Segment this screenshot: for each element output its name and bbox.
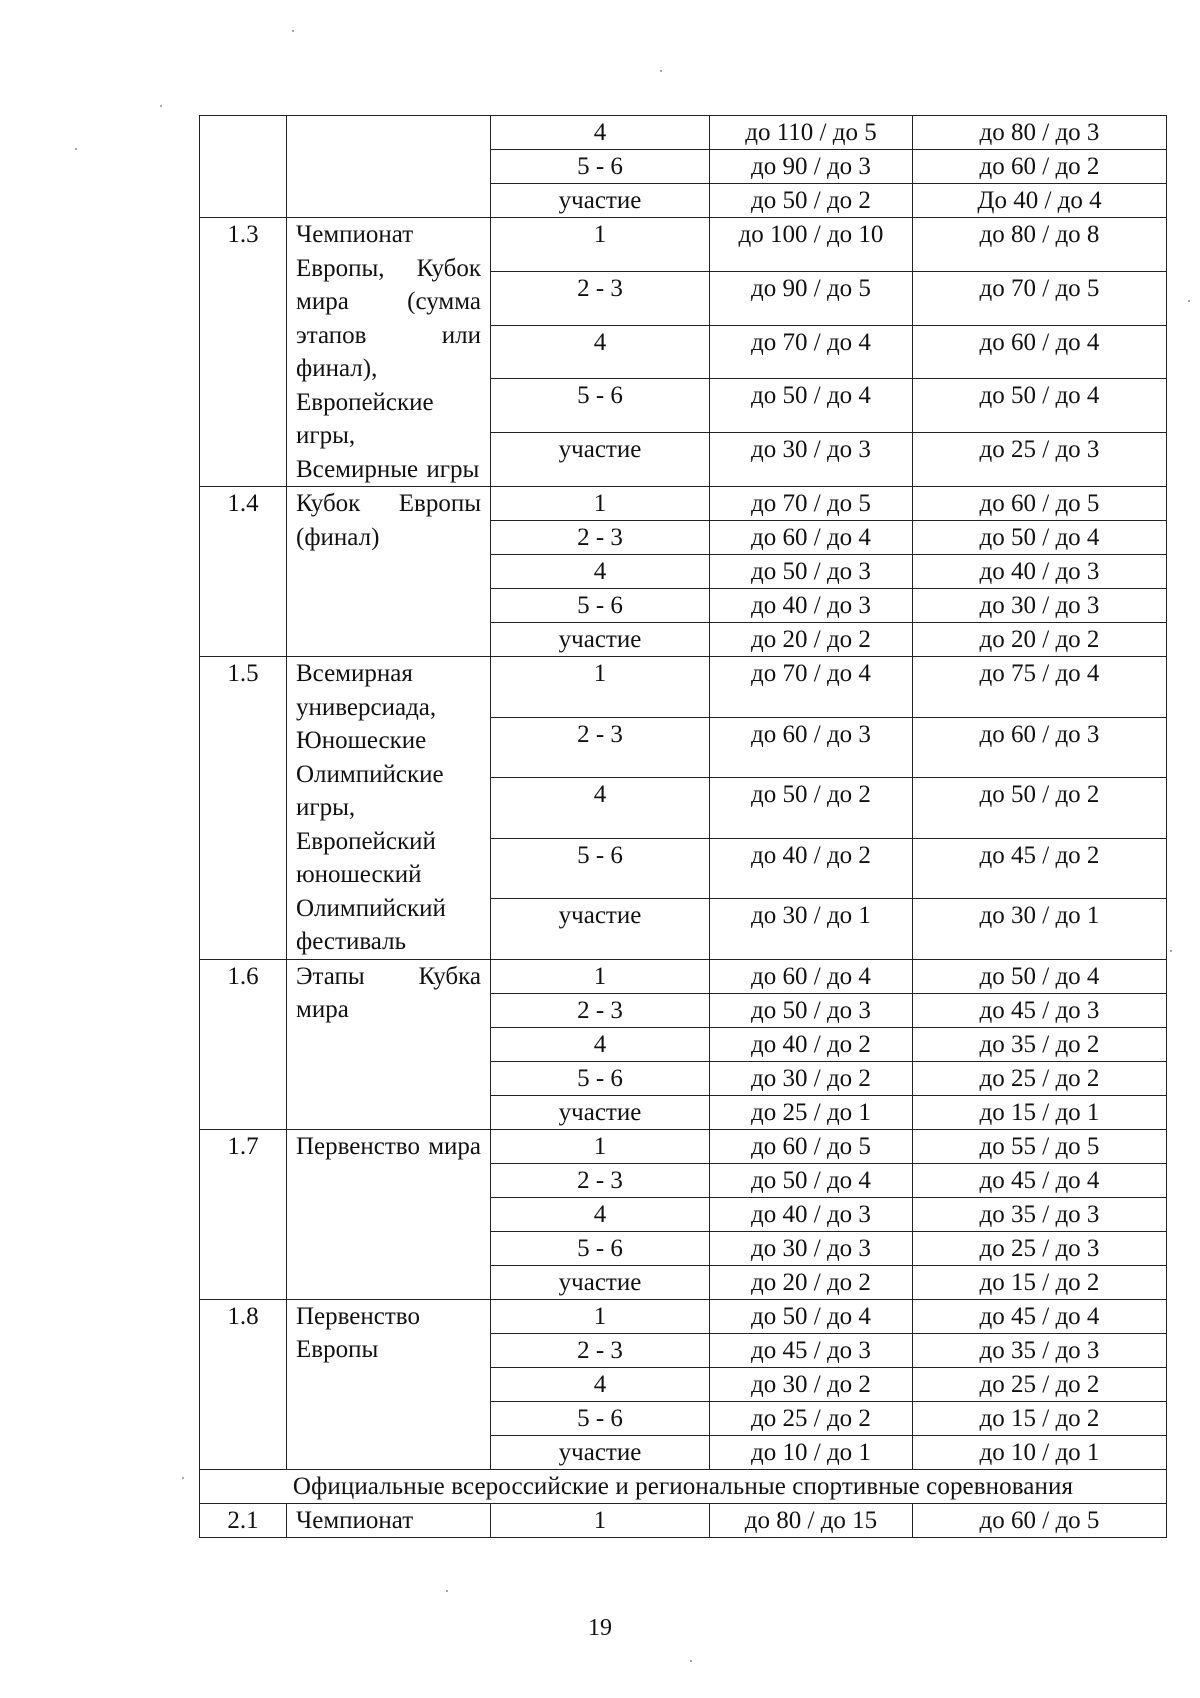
points-cell-1: до 40 / до 2 <box>710 1027 913 1061</box>
section-heading-row <box>200 1469 1167 1503</box>
points-cell-2: до 35 / до 2 <box>913 1027 1167 1061</box>
points-cell-1: до 60 / до 5 <box>710 1129 913 1163</box>
points-cell-1: до 30 / до 1 <box>710 899 913 960</box>
place-cell: 4 <box>491 325 710 379</box>
points-cell-2: до 25 / до 3 <box>913 433 1167 487</box>
points-cell-1: до 40 / до 2 <box>710 838 913 899</box>
points-cell-2: до 60 / до 3 <box>913 717 1167 778</box>
place-cell: 4 <box>491 555 710 589</box>
points-cell-1: до 40 / до 3 <box>710 589 913 623</box>
table-row <box>200 657 1167 718</box>
points-cell-2: до 40 / до 3 <box>913 555 1167 589</box>
points-cell-2: до 50 / до 4 <box>913 521 1167 555</box>
points-cell-1: до 10 / до 1 <box>710 1435 913 1469</box>
page-number: 19 <box>588 1615 612 1641</box>
points-cell-2: до 60 / до 4 <box>913 325 1167 379</box>
place-cell: 5 - 6 <box>491 1231 710 1265</box>
points-cell-2: до 80 / до 8 <box>913 218 1167 272</box>
points-cell-1: до 110 / до 5 <box>710 116 913 150</box>
points-cell-1: до 100 / до 10 <box>710 218 913 272</box>
place-cell: 5 - 6 <box>491 1061 710 1095</box>
points-cell-2: до 20 / до 2 <box>913 623 1167 657</box>
place-cell: 2 - 3 <box>491 521 710 555</box>
section-heading: Официальные всероссийские и региональные спортивные соревнования <box>200 1469 1167 1503</box>
place-cell: 1 <box>491 1299 710 1333</box>
place-cell: участие <box>491 433 710 487</box>
competition-name: Всемирная универсиада, Юношеские Олимпийские игры, Европейский юношеский Олимпийский фестиваль <box>287 657 491 960</box>
item-number: 1.4 <box>200 487 287 657</box>
scan-speck <box>660 70 662 72</box>
table-row <box>200 1129 1167 1163</box>
competition-name: Первенство мира <box>287 1129 491 1299</box>
points-cell-1: до 90 / до 3 <box>710 150 913 184</box>
points-cell-1: до 50 / до 4 <box>710 1299 913 1333</box>
table-row <box>200 487 1167 521</box>
points-cell-1: до 50 / до 4 <box>710 1163 913 1197</box>
points-cell-1: до 50 / до 2 <box>710 184 913 218</box>
place-cell: 5 - 6 <box>491 838 710 899</box>
points-cell-1: до 40 / до 3 <box>710 1197 913 1231</box>
item-number: 1.5 <box>200 657 287 960</box>
points-cell-2: до 25 / до 2 <box>913 1367 1167 1401</box>
points-cell-2: до 45 / до 3 <box>913 993 1167 1027</box>
table-row <box>200 116 1167 150</box>
competition-name: Первенство Европы <box>287 1299 491 1469</box>
scan-speck <box>75 148 77 150</box>
points-cell-2: до 15 / до 1 <box>913 1095 1167 1129</box>
points-cell-2: до 45 / до 4 <box>913 1163 1167 1197</box>
points-cell-2: до 35 / до 3 <box>913 1333 1167 1367</box>
points-cell-2: до 55 / до 5 <box>913 1129 1167 1163</box>
points-cell-2: до 10 / до 1 <box>913 1435 1167 1469</box>
place-cell: 2 - 3 <box>491 1163 710 1197</box>
points-cell-1: до 50 / до 3 <box>710 993 913 1027</box>
points-cell-2: до 25 / до 3 <box>913 1231 1167 1265</box>
points-cell-1: до 20 / до 2 <box>710 623 913 657</box>
points-cell-1: до 20 / до 2 <box>710 1265 913 1299</box>
scan-speck <box>690 1660 692 1662</box>
place-cell: 5 - 6 <box>491 150 710 184</box>
scan-speck <box>160 105 162 107</box>
item-number: 1.7 <box>200 1129 287 1299</box>
points-cell-1: до 60 / до 3 <box>710 717 913 778</box>
place-cell: участие <box>491 623 710 657</box>
place-cell: 4 <box>491 1197 710 1231</box>
points-cell-1: до 70 / до 4 <box>710 325 913 379</box>
points-cell-1: до 30 / до 2 <box>710 1367 913 1401</box>
scan-speck <box>446 1590 448 1592</box>
place-cell: 2 - 3 <box>491 271 710 325</box>
points-cell-2: до 70 / до 5 <box>913 271 1167 325</box>
scan-speck <box>1188 300 1190 302</box>
points-cell-2: до 60 / до 2 <box>913 150 1167 184</box>
place-cell: 2 - 3 <box>491 717 710 778</box>
points-cell-2: до 75 / до 4 <box>913 657 1167 718</box>
points-cell-1: до 30 / до 3 <box>710 433 913 487</box>
place-cell: 1 <box>491 1129 710 1163</box>
item-number <box>200 116 287 218</box>
scan-speck <box>182 1477 184 1479</box>
points-cell-1: до 25 / до 2 <box>710 1401 913 1435</box>
points-cell-1: до 60 / до 4 <box>710 521 913 555</box>
place-cell: 2 - 3 <box>491 993 710 1027</box>
points-cell-2: до 15 / до 2 <box>913 1401 1167 1435</box>
points-cell-2: до 30 / до 3 <box>913 589 1167 623</box>
points-cell-2: до 50 / до 4 <box>913 959 1167 993</box>
points-cell-1: до 50 / до 3 <box>710 555 913 589</box>
place-cell: 5 - 6 <box>491 589 710 623</box>
competition-name: Этапы Кубка мира <box>287 959 491 1129</box>
item-number: 1.8 <box>200 1299 287 1469</box>
points-cell-2: до 35 / до 3 <box>913 1197 1167 1231</box>
points-cell-1: до 30 / до 2 <box>710 1061 913 1095</box>
points-cell-2: до 45 / до 4 <box>913 1299 1167 1333</box>
points-cell-2: до 45 / до 2 <box>913 838 1167 899</box>
points-cell-2: до 50 / до 2 <box>913 778 1167 839</box>
points-cell-1: до 50 / до 4 <box>710 379 913 433</box>
place-cell: участие <box>491 899 710 960</box>
place-cell: 1 <box>491 657 710 718</box>
place-cell: 1 <box>491 959 710 993</box>
points-cell-2: до 80 / до 3 <box>913 116 1167 150</box>
place-cell: участие <box>491 184 710 218</box>
place-cell: 2 - 3 <box>491 1333 710 1367</box>
points-cell-2: до 30 / до 1 <box>913 899 1167 960</box>
place-cell: 5 - 6 <box>491 379 710 433</box>
ranking-table <box>199 115 1167 1538</box>
place-cell: 4 <box>491 116 710 150</box>
points-cell-1: до 70 / до 4 <box>710 657 913 718</box>
place-cell: 1 <box>491 487 710 521</box>
points-cell-1: до 25 / до 1 <box>710 1095 913 1129</box>
item-number: 1.6 <box>200 959 287 1129</box>
place-cell: участие <box>491 1265 710 1299</box>
points-cell-1: до 80 / до 15 <box>710 1503 913 1538</box>
points-cell-1: до 60 / до 4 <box>710 959 913 993</box>
competition-name: Кубок Европы (финал) <box>287 487 491 657</box>
competition-name: Чемпионат Европы, Кубок мира (сумма этапов или финал), Европейские игры, Всемирные игры <box>287 218 491 487</box>
place-cell: 5 - 6 <box>491 1401 710 1435</box>
competition-name <box>287 116 491 218</box>
points-cell-2: до 60 / до 5 <box>913 1503 1167 1538</box>
table-row <box>200 218 1167 272</box>
points-cell-1: до 50 / до 2 <box>710 778 913 839</box>
points-cell-1: до 45 / до 3 <box>710 1333 913 1367</box>
points-cell-2: до 50 / до 4 <box>913 379 1167 433</box>
scan-speck <box>292 30 294 32</box>
points-cell-2: до 15 / до 2 <box>913 1265 1167 1299</box>
item-number: 1.3 <box>200 218 287 487</box>
points-cell-1: до 90 / до 5 <box>710 271 913 325</box>
place-cell: 4 <box>491 1027 710 1061</box>
place-cell: 4 <box>491 1367 710 1401</box>
table-body <box>200 116 1167 1538</box>
competition-name: Чемпионат <box>287 1503 491 1538</box>
place-cell: 4 <box>491 778 710 839</box>
place-cell: участие <box>491 1435 710 1469</box>
points-cell-1: до 30 / до 3 <box>710 1231 913 1265</box>
place-cell: участие <box>491 1095 710 1129</box>
points-cell-2: До 40 / до 4 <box>913 184 1167 218</box>
item-number: 2.1 <box>200 1503 287 1538</box>
points-cell-2: до 60 / до 5 <box>913 487 1167 521</box>
scan-speck <box>1170 950 1172 952</box>
table-row <box>200 1299 1167 1333</box>
place-cell: 1 <box>491 1503 710 1538</box>
table-row <box>200 959 1167 993</box>
points-cell-1: до 70 / до 5 <box>710 487 913 521</box>
place-cell: 1 <box>491 218 710 272</box>
points-cell-2: до 25 / до 2 <box>913 1061 1167 1095</box>
table-row <box>200 1503 1167 1538</box>
